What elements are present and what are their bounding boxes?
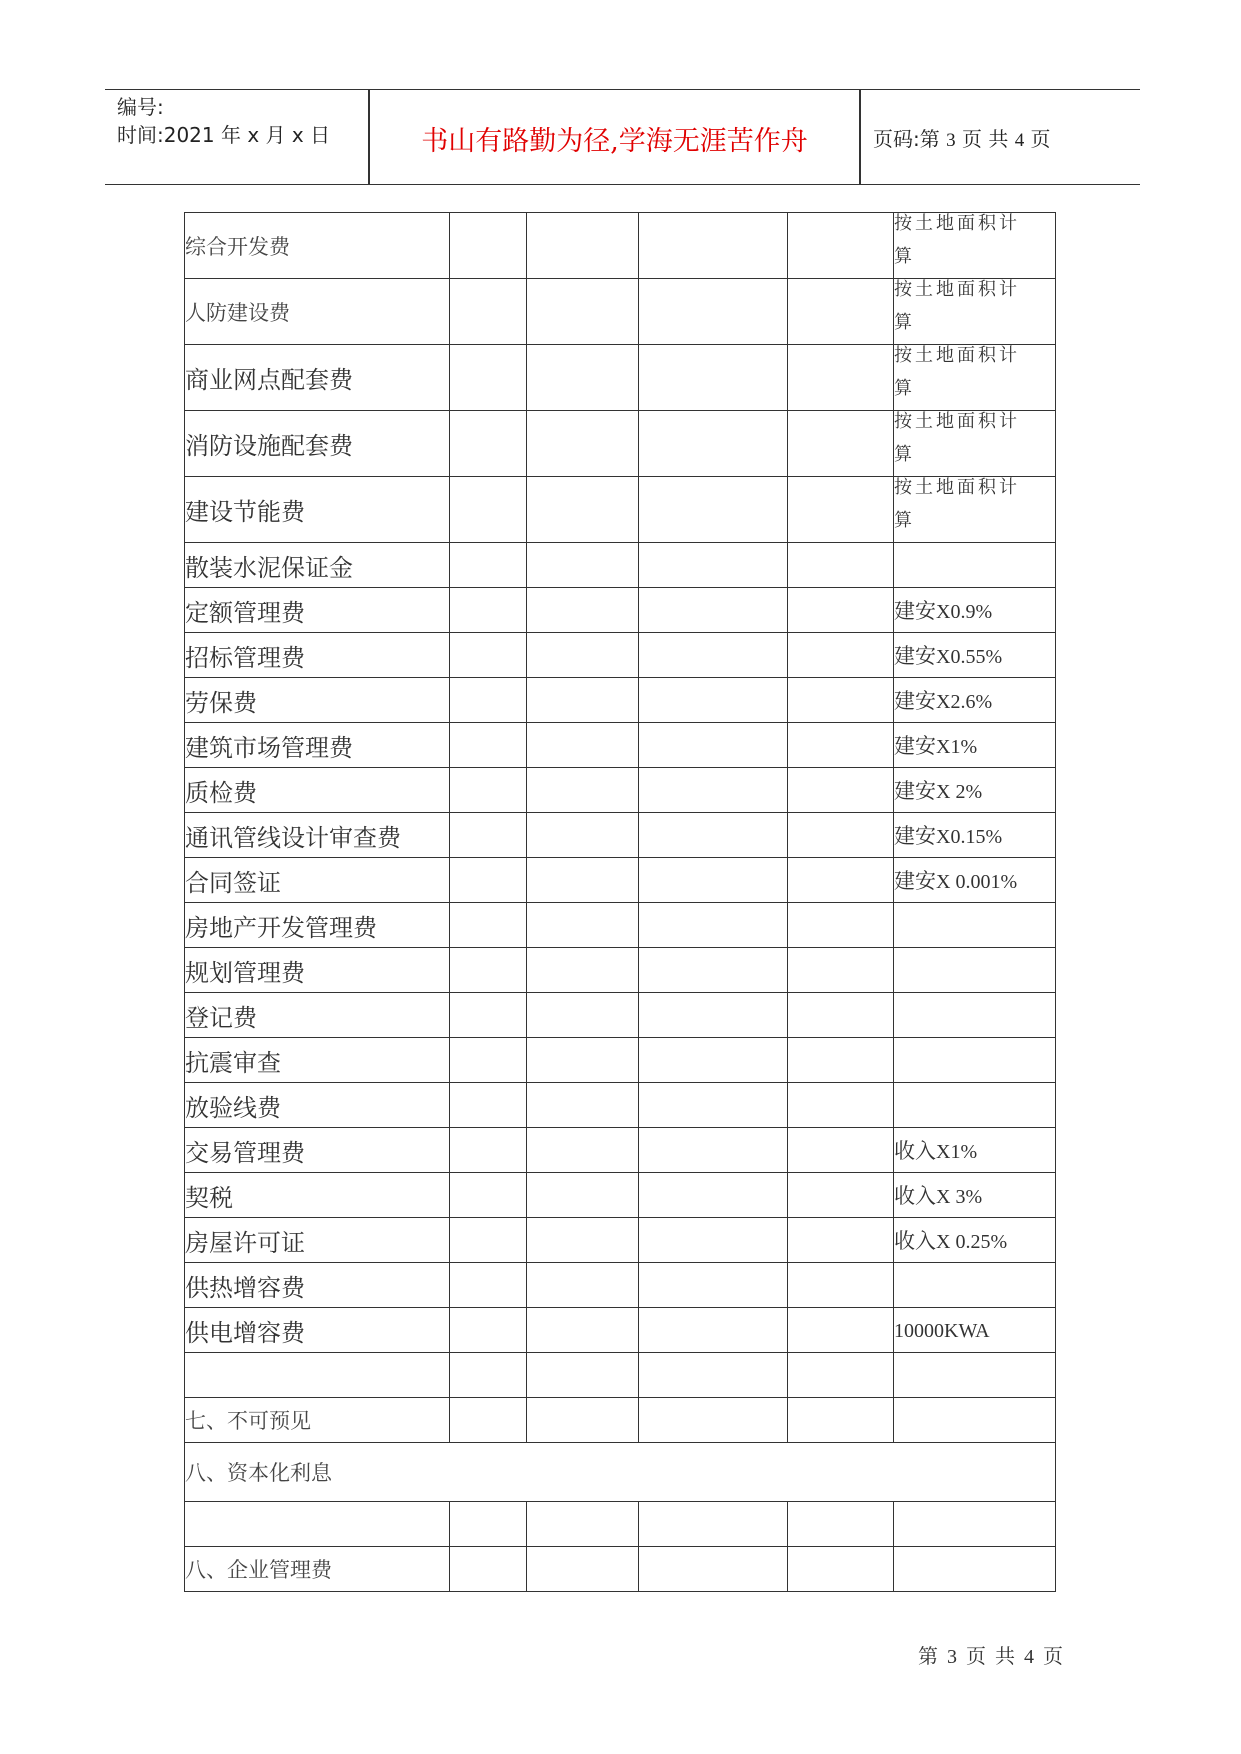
empty-cell: [639, 279, 788, 345]
header-page-number: [873, 123, 1051, 152]
header-divider: [859, 90, 861, 184]
table-row: [185, 1218, 1056, 1263]
empty-cell: [450, 477, 527, 543]
fee-item-name: 供热增容费: [185, 1263, 450, 1308]
empty-cell: [450, 1128, 527, 1173]
fee-item-name: 契税: [185, 1173, 450, 1218]
note-text: 按土地面积计算: [894, 212, 1020, 267]
empty-cell: [527, 1173, 639, 1218]
empty-cell: [527, 768, 639, 813]
empty-cell: [450, 948, 527, 993]
note-basis: 收入: [894, 1139, 936, 1163]
fee-item-name: 综合开发费: [185, 213, 450, 279]
fee-item-name: 散装水泥保证金: [185, 543, 450, 588]
fee-item-note: [894, 1398, 1056, 1443]
empty-cell: [639, 213, 788, 279]
table-row: [185, 1263, 1056, 1308]
fee-item-note: [894, 993, 1056, 1038]
empty-cell: [527, 813, 639, 858]
empty-cell: [788, 1218, 894, 1263]
empty-cell: [788, 1128, 894, 1173]
empty-cell: [788, 1263, 894, 1308]
table-row: [185, 903, 1056, 948]
empty-cell: [527, 723, 639, 768]
empty-cell: [527, 1308, 639, 1353]
note-rate: X 0.001%: [936, 871, 1018, 893]
table-row: [185, 1443, 1056, 1502]
fee-item-name: 通讯管线设计审查费: [185, 813, 450, 858]
empty-cell: [788, 948, 894, 993]
fee-item-note: [894, 477, 1056, 543]
fee-item-name: 规划管理费: [185, 948, 450, 993]
empty-cell: [450, 993, 527, 1038]
fee-table: [184, 212, 1056, 1592]
note-rate: X 2%: [936, 781, 983, 803]
empty-cell: [788, 1308, 894, 1353]
empty-cell: [450, 213, 527, 279]
empty-cell: [788, 411, 894, 477]
table-row: [185, 1038, 1056, 1083]
fee-item-name: 供电增容费: [185, 1308, 450, 1353]
empty-cell: [450, 768, 527, 813]
empty-cell: [639, 633, 788, 678]
note-basis: 建安: [894, 599, 936, 623]
fee-item-note: [894, 1502, 1056, 1547]
note-rate: X 0.25%: [936, 1231, 1008, 1253]
table-row: [185, 1502, 1056, 1547]
empty-cell: [527, 1218, 639, 1263]
empty-cell: [788, 1038, 894, 1083]
fee-item-note: [894, 213, 1056, 279]
table-row: [185, 1547, 1056, 1592]
fee-item-note: [894, 1308, 1056, 1353]
table-row: [185, 993, 1056, 1038]
fee-item-name: 建设节能费: [185, 477, 450, 543]
empty-cell: [527, 903, 639, 948]
page-total: 4: [1014, 130, 1025, 151]
empty-cell: [639, 723, 788, 768]
empty-cell: [639, 1263, 788, 1308]
empty-cell: [788, 477, 894, 543]
note-basis: 建安: [894, 779, 936, 803]
empty-cell: [788, 543, 894, 588]
empty-cell: [527, 1083, 639, 1128]
empty-cell: [788, 813, 894, 858]
fee-item-name: 房地产开发管理费: [185, 903, 450, 948]
page-current: 3: [946, 130, 956, 151]
document-code-label: 编号:: [117, 95, 164, 119]
empty-cell: [527, 1128, 639, 1173]
empty-cell: [639, 768, 788, 813]
fee-item-name: 劳保费: [185, 678, 450, 723]
note-basis: 建安: [894, 689, 936, 713]
empty-cell: [450, 678, 527, 723]
fee-item-note: [894, 903, 1056, 948]
empty-cell: [639, 1353, 788, 1398]
empty-cell: [788, 1547, 894, 1592]
fee-item-note: [894, 1038, 1056, 1083]
empty-cell: [527, 345, 639, 411]
fee-item-name: 消防设施配套费: [185, 411, 450, 477]
table-row: [185, 1173, 1056, 1218]
fee-item-name: 质检费: [185, 768, 450, 813]
note-text: 按土地面积计算: [894, 344, 1020, 399]
empty-cell: [639, 678, 788, 723]
fee-item-note: [894, 678, 1056, 723]
fee-item-name: 七、不可预见: [185, 1398, 450, 1443]
table-row: [185, 1128, 1056, 1173]
empty-cell: [639, 948, 788, 993]
fee-item-note: [894, 1218, 1056, 1263]
fee-item-name: 合同签证: [185, 858, 450, 903]
empty-cell: [450, 1038, 527, 1083]
page-header: [105, 89, 1140, 185]
fee-item-name: 建筑市场管理费: [185, 723, 450, 768]
header-meta: [117, 93, 330, 149]
note-text: 按土地面积计算: [894, 410, 1020, 465]
empty-cell: [527, 279, 639, 345]
note-rate: X1%: [936, 736, 978, 758]
note-rate: X0.55%: [936, 646, 1003, 668]
empty-cell: [527, 1353, 639, 1398]
empty-cell: [450, 279, 527, 345]
empty-cell: [639, 1547, 788, 1592]
empty-cell: [527, 1038, 639, 1083]
table-row: [185, 345, 1056, 411]
table-row: [185, 858, 1056, 903]
fee-item-note: [894, 1173, 1056, 1218]
empty-cell: [639, 477, 788, 543]
empty-cell: [450, 813, 527, 858]
empty-cell: [788, 633, 894, 678]
empty-cell: [527, 1398, 639, 1443]
empty-cell: [450, 345, 527, 411]
fee-item-note: [894, 1083, 1056, 1128]
note-text: 按土地面积计算: [894, 278, 1020, 333]
empty-cell: [527, 1502, 639, 1547]
empty-cell: [450, 903, 527, 948]
empty-cell: [450, 1173, 527, 1218]
empty-cell: [639, 1398, 788, 1443]
empty-cell: [450, 1398, 527, 1443]
empty-cell: [639, 1308, 788, 1353]
empty-cell: [639, 588, 788, 633]
empty-cell: [788, 858, 894, 903]
empty-cell: [527, 678, 639, 723]
note-basis: 收入: [894, 1184, 936, 1208]
empty-cell: [450, 1502, 527, 1547]
empty-cell: [639, 1502, 788, 1547]
fee-item-note: [894, 1263, 1056, 1308]
fee-item-name: 抗震审查: [185, 1038, 450, 1083]
empty-cell: [450, 543, 527, 588]
empty-cell: [788, 1353, 894, 1398]
fee-item-name: 交易管理费: [185, 1128, 450, 1173]
page-mid: 页 共: [961, 127, 1009, 151]
empty-cell: [527, 1547, 639, 1592]
fee-item-note: [894, 345, 1056, 411]
fee-item-note: [894, 723, 1056, 768]
empty-cell: [450, 1353, 527, 1398]
empty-cell: [639, 1218, 788, 1263]
fee-item-note: [894, 411, 1056, 477]
fee-item-name: [185, 1502, 450, 1547]
table-row: [185, 477, 1056, 543]
empty-cell: [639, 1173, 788, 1218]
empty-cell: [527, 588, 639, 633]
empty-cell: [527, 948, 639, 993]
table-row: [185, 1083, 1056, 1128]
table-row: [185, 813, 1056, 858]
empty-cell: [450, 1083, 527, 1128]
empty-cell: [788, 1398, 894, 1443]
fee-item-name: 商业网点配套费: [185, 345, 450, 411]
header-motto: 书山有路勤为径,学海无涯苦作舟: [421, 126, 808, 157]
fee-item-name: 登记费: [185, 993, 450, 1038]
empty-cell: [639, 858, 788, 903]
empty-cell: [639, 813, 788, 858]
fee-item-note: [894, 768, 1056, 813]
empty-cell: [639, 1128, 788, 1173]
note-basis: 建安: [894, 734, 936, 758]
page-label: 页码:第: [873, 127, 940, 151]
empty-cell: [788, 903, 894, 948]
empty-cell: [788, 279, 894, 345]
fee-item-note: [894, 1353, 1056, 1398]
empty-cell: [527, 993, 639, 1038]
table-row: [185, 1398, 1056, 1443]
empty-cell: [527, 1263, 639, 1308]
empty-cell: [788, 768, 894, 813]
empty-cell: [788, 1173, 894, 1218]
empty-cell: [450, 1547, 527, 1592]
empty-cell: [788, 1083, 894, 1128]
empty-cell: [788, 1502, 894, 1547]
page-end: 页: [1030, 127, 1051, 151]
empty-cell: [788, 213, 894, 279]
note-basis: 建安: [894, 869, 936, 893]
table-row: [185, 1353, 1056, 1398]
empty-cell: [450, 1308, 527, 1353]
empty-cell: [639, 543, 788, 588]
fee-item-note: [894, 948, 1056, 993]
empty-cell: [450, 633, 527, 678]
note-rate: 10000KWA: [894, 1319, 990, 1342]
table-row: [185, 588, 1056, 633]
empty-cell: [450, 858, 527, 903]
fee-item-note: [894, 813, 1056, 858]
fee-item-note: [894, 588, 1056, 633]
fee-item-note: [894, 279, 1056, 345]
fee-item-name: 定额管理费: [185, 588, 450, 633]
note-rate: X1%: [936, 1141, 978, 1163]
note-text: 按土地面积计算: [894, 476, 1020, 531]
table-row: [185, 1308, 1056, 1353]
empty-cell: [527, 858, 639, 903]
empty-cell: [450, 411, 527, 477]
table-row: [185, 948, 1056, 993]
fee-item-name: 放验线费: [185, 1083, 450, 1128]
table-row: [185, 723, 1056, 768]
fee-item-name: 八、资本化利息: [185, 1443, 1056, 1502]
table-row: [185, 213, 1056, 279]
note-basis: 建安: [894, 644, 936, 668]
fee-item-note: [894, 633, 1056, 678]
table-row: [185, 411, 1056, 477]
empty-cell: [527, 543, 639, 588]
empty-cell: [450, 1263, 527, 1308]
table-row: [185, 633, 1056, 678]
note-rate: X 3%: [936, 1186, 983, 1208]
empty-cell: [450, 588, 527, 633]
empty-cell: [527, 633, 639, 678]
empty-cell: [788, 588, 894, 633]
page-footer: 第 3 页 共 4 页: [918, 1646, 1063, 1668]
table-row: [185, 768, 1056, 813]
empty-cell: [639, 411, 788, 477]
note-rate: X0.9%: [936, 601, 993, 623]
empty-cell: [639, 903, 788, 948]
empty-cell: [639, 1038, 788, 1083]
table-row: [185, 678, 1056, 723]
empty-cell: [639, 1083, 788, 1128]
empty-cell: [527, 213, 639, 279]
fee-item-name: [185, 1353, 450, 1398]
empty-cell: [788, 723, 894, 768]
empty-cell: [450, 1218, 527, 1263]
document-time-label: 时间:2021 年 x 月 x 日: [117, 123, 331, 147]
empty-cell: [450, 723, 527, 768]
empty-cell: [788, 678, 894, 723]
empty-cell: [527, 411, 639, 477]
fee-item-note: [894, 1128, 1056, 1173]
fee-table-body: [185, 213, 1056, 1592]
note-basis: 收入: [894, 1229, 936, 1253]
note-rate: X0.15%: [936, 826, 1003, 848]
table-row: [185, 279, 1056, 345]
note-basis: 建安: [894, 824, 936, 848]
empty-cell: [788, 993, 894, 1038]
fee-item-note: [894, 858, 1056, 903]
fee-item-name: 人防建设费: [185, 279, 450, 345]
fee-item-note: [894, 543, 1056, 588]
fee-item-name: 房屋许可证: [185, 1218, 450, 1263]
fee-item-note: [894, 1547, 1056, 1592]
table-row: [185, 543, 1056, 588]
empty-cell: [639, 993, 788, 1038]
fee-item-name: 招标管理费: [185, 633, 450, 678]
empty-cell: [527, 477, 639, 543]
empty-cell: [639, 345, 788, 411]
fee-item-name: 八、企业管理费: [185, 1547, 450, 1592]
note-rate: X2.6%: [936, 691, 993, 713]
empty-cell: [788, 345, 894, 411]
